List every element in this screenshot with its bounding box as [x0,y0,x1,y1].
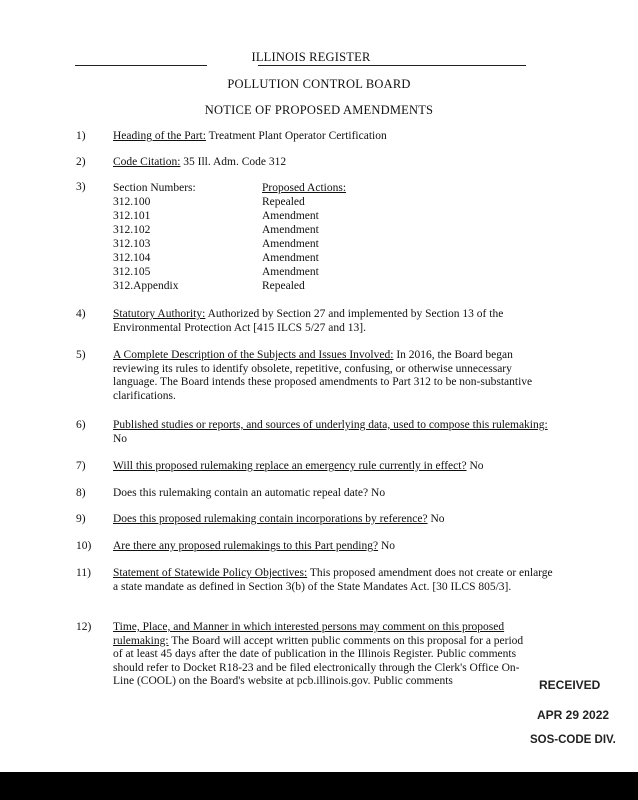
item-7 [113,460,553,474]
section-number: 312.105 [113,266,151,278]
item-number-7: 7) [76,460,86,472]
agency-title: POLLUTION CONTROL BOARD [227,77,411,91]
section-action: Amendment [262,238,319,250]
section-number: 312.104 [113,252,151,264]
item-5 [113,349,553,403]
item-1-label: Heading of the Part: [113,130,206,142]
item-2 [113,156,553,170]
item-9-text: No [427,513,445,525]
item-9 [113,513,553,527]
notice-title: NOTICE OF PROPOSED AMENDMENTS [204,103,434,117]
section-action: Amendment [262,252,319,264]
item-12-text: The Board will accept written public comments on this proposal for a period of at least 45 days after the date of publication in the Illinois Register. Public comments should refer to Docket R18-23 and be filed electronically through the Clerk's Office On-Line (COOL) on the Board's website at pcb.illinois.gov. Public comments [113,634,524,688]
item-11-label: Statement of Statewide Policy Objectives: [113,567,308,579]
received-date-stamp: APR 29 2022 [537,708,610,722]
section-action: Repealed [262,196,305,208]
section-number: 312.Appendix [113,280,179,292]
item-2-text: 35 Ill. Adm. Code 312 [180,156,287,168]
item-9-label: Does this proposed rulemaking contain incorporations by reference? [113,513,428,525]
section-action: Amendment [262,210,319,222]
item-10 [113,540,553,554]
section-number: 312.103 [113,238,151,250]
item-number-12: 12) [76,621,92,633]
section-number: 312.101 [113,210,151,222]
section-number: 312.100 [113,196,151,208]
item-8-text: Does this rulemaking contain an automatic repeal date? No [113,487,386,499]
section-number: 312.102 [113,224,151,236]
item-1-text: Treatment Plant Operator Certification [205,130,387,142]
section-action: Repealed [262,280,305,292]
division-stamp: SOS-CODE DIV. [530,734,616,746]
proposed-actions-header: Proposed Actions: [262,182,347,194]
item-4 [113,308,553,335]
item-number-3: 3) [76,181,86,193]
received-stamp: RECEIVED [539,678,601,692]
item-8 [113,487,553,501]
item-number-1: 1) [76,130,86,142]
item-12-label: Time, Place, and Manner in which interested persons may comment on this proposed rulemaking: [113,621,505,647]
item-2-label: Code Citation: [113,156,181,168]
item-number-8: 8) [76,487,86,499]
scan-bottom-edge [0,772,638,800]
item-5-text: In 2016, the Board began reviewing its rules to identify obsolete, repetitive, confusing, or otherwise unnecessary language. The Board intends these proposed amendments to Part 312 to be non-substantive clarifications. [113,349,533,402]
item-10-text: No [378,540,396,552]
item-11 [113,567,553,594]
item-1 [113,130,553,144]
item-4-text: Authorized by Section 27 and implemented by Section 13 of the Environmental Protection Act [415 ILCS 5/27 and 13]. [113,308,504,334]
item-6-text: No [113,432,128,445]
item-12 [113,621,533,689]
item-7-label: Will this proposed rulemaking replace an emergency rule currently in effect? [113,460,467,472]
item-number-9: 9) [76,513,86,525]
item-number-6: 6) [76,419,86,431]
item-5-label: A Complete Description of the Subjects and Issues Involved: [113,349,394,361]
item-number-10: 10) [76,540,92,552]
item-10-label: Are there any proposed rulemakings to this Part pending? [113,540,379,552]
item-4-label: Statutory Authority: [113,308,206,320]
item-number-11: 11) [76,567,91,579]
header-rule-right [258,65,526,66]
item-7-text: No [466,460,484,472]
item-number-4: 4) [76,308,86,320]
item-11-text: This proposed amendment does not create or enlarge a state mandate as defined in Section 3(b) of the State Mandates Act. [30 ILCS 805/3]. [113,567,553,593]
item-number-2: 2) [76,156,86,168]
item-number-5: 5) [76,349,86,361]
header-rule-left [75,65,207,66]
section-numbers-header: Section Numbers: [113,182,196,194]
section-action: Amendment [262,224,319,236]
item-6-label: Published studies or reports, and sources of underlying data, used to compose this rulemaking: [113,419,548,431]
item-6 [113,419,553,446]
section-action: Amendment [262,266,319,278]
register-title: ILLINOIS REGISTER [251,50,371,64]
